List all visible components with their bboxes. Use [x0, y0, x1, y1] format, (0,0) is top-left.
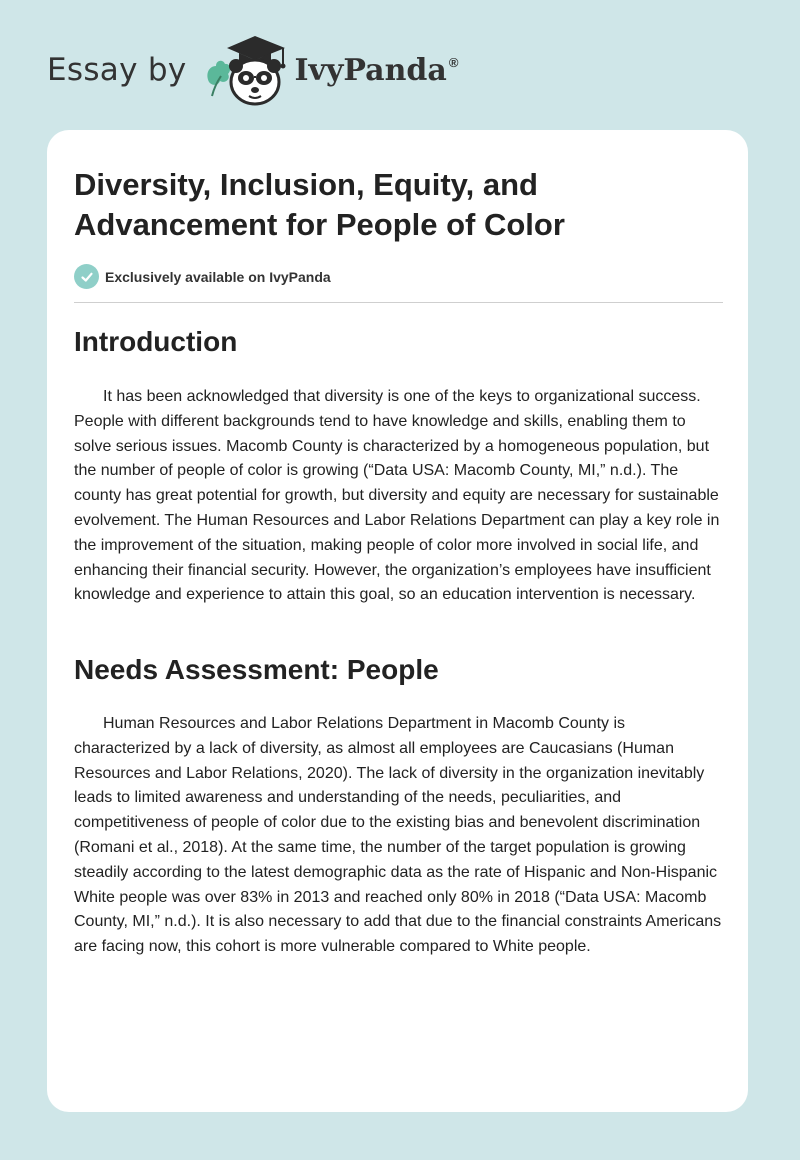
site-header — [47, 30, 458, 110]
badge-label: Exclusively available on IvyPanda — [105, 268, 331, 285]
essay-card — [47, 130, 748, 1112]
exclusive-badge — [74, 264, 331, 289]
ivy-leaf-icon — [207, 61, 230, 96]
essay-title: Diversity, Inclusion, Equity, and Advancement for People of Color — [74, 167, 565, 242]
check-icon — [74, 264, 99, 289]
brand-name[interactable]: IvyPanda ® — [294, 52, 459, 88]
essay-by-label: Essay by — [47, 52, 187, 88]
paragraph-introduction: It has been acknowledged that diversity is one of the keys to organizational success. People with different backgrounds tend to have knowledge and skills, enabling them to solve serious issues. Macomb County is characterized by a homogeneous population, but the number of people of color is growing (“Data USA: Macomb County, MI,” n.d.). The county has great potential for growth, but diversity and equity are necessary for sustainable evolvement. The Human Resources and Labor Relations Department can play a key role in the improvement of the situation, making people of color more involved in social life, and enhancing their financial security. However, the organization’s employees have insufficient knowledge and experience to attain this goal, so an education intervention is necessary. — [74, 388, 720, 604]
panda-logo-icon[interactable] — [203, 30, 293, 110]
paragraph-needs-assessment: Human Resources and Labor Relations Department in Macomb County is characterized by a lack of diversity, as almost all employees are Caucasians (Human Resources and Labor Relations, 2020). The lack of diversity in the organization inevitably leads to limited awareness and understanding of the needs, peculiarities, and competitiveness of people of color due to the existing bias and benevolent discrimination (Romani et al., 2018). At the same time, the number of the target population is growing steadily according to the latest demographic data as the rate of Hispanic and Non-Hispanic White people was over 83% in 2013 and reached only 80% in 2018 (“Data USA: Macomb County, MI,” n.d.). It is also necessary to add that due to the financial constraints Americans are facing now, this cohort is more vulnerable compared to White people. — [74, 715, 722, 956]
divider — [74, 302, 723, 303]
registered-mark: ® — [448, 54, 459, 70]
section-heading-introduction: Introduction — [74, 326, 238, 357]
section-heading-needs-assessment: Needs Assessment: People — [74, 654, 439, 685]
